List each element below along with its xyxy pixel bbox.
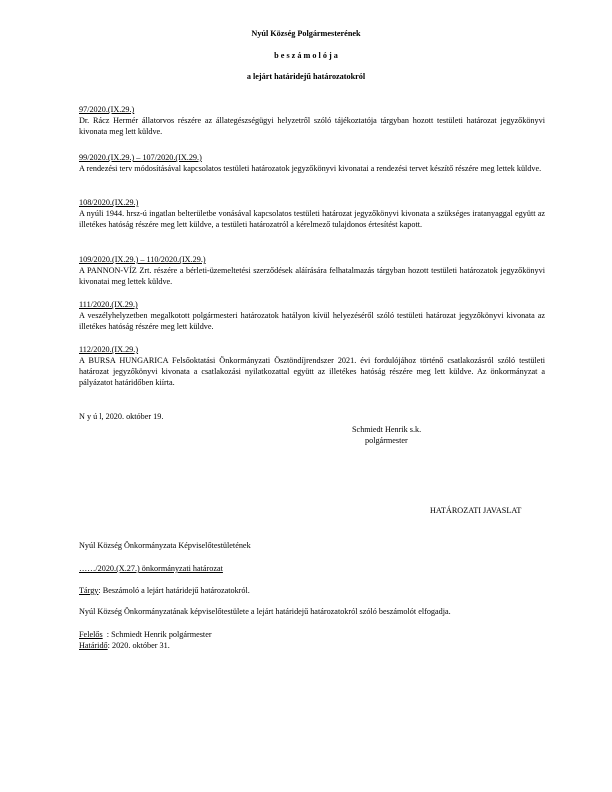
place-date: N y ú l, 2020. október 19.: [79, 412, 164, 421]
proposal-deadline: [79, 640, 170, 651]
report-author-title: Nyúl Község Polgármesterének: [251, 29, 361, 38]
subject-text: : Beszámoló a lejárt határidejű határozatokról.: [98, 586, 250, 595]
report-title: b e s z á m o l ó j a: [274, 51, 338, 60]
section-heading: 99/2020.(IX.29.) – 107/2020.(IX.29.): [79, 153, 202, 162]
deadline-text: : 2020. október 31.: [107, 641, 170, 650]
subject-label: Tárgy: [79, 586, 99, 595]
section-text: A nyúli 1944. hrsz-ú ingatlan belterületbe vonásával kapcsolatos testületi határozat jegyzőkönyvi kivonata a szükséges iratanyaggal együtt az illetékes hatóság részére meg lett küldve, a testületi határozatról a kérelmező tulajdonos értesítést kapott.: [79, 209, 545, 229]
section-text: A veszélyhelyzetben megalkotott polgármesteri határozatok hatályon kívül helyezéséről szóló testületi határozat jegyzőkönyvi kivonata az illetékes hatóság részére meg lett küldve.: [79, 311, 545, 331]
section-97: [79, 104, 545, 137]
section-99-107: [79, 152, 545, 174]
section-109-110: [79, 254, 545, 287]
deadline-label: Határidő: [79, 641, 108, 650]
proposal-responsible: [79, 629, 212, 640]
section-111: [79, 299, 545, 332]
section-heading: 97/2020.(IX.29.): [79, 105, 135, 114]
proposal-subject: [79, 585, 250, 596]
report-subject: a lejárt határidejű határozatokról: [246, 72, 366, 81]
section-heading: 108/2020.(IX.29.): [79, 198, 139, 207]
section-text: A PANNON-VÍZ Zrt. részére a bérleti-üzemeltetési szerződések aláírására felhatalmazás tárgyban hozott testületi határozatok jegyzőkönyvi kivonatai meg lettek küldve.: [79, 266, 545, 286]
section-heading: 112/2020.(IX.29.): [79, 345, 139, 354]
section-text: A BURSA HUNGARICA Felsőoktatási Önkormányzati Ösztöndíjrendszer 2021. évi fordulójához történő csatlakozásról szóló testületi határozat jegyzőkönyvi kivonata a csatlakozási nyilatkozattal együtt az illetékes hatóság részére meg lett küldve. Az önkormányzat a pályázatot határidőben kiírta.: [79, 356, 545, 387]
section-heading: 111/2020.(IX.29.): [79, 300, 138, 309]
signature-name: Schmiedt Henrik s.k.: [352, 425, 422, 434]
section-112: [79, 344, 545, 388]
proposal-body-name: Nyúl Község Önkormányzata Képviselőtestületének: [79, 541, 251, 550]
section-108: [79, 197, 545, 230]
responsible-text: : Schmiedt Henrik polgármester: [102, 630, 212, 639]
section-text: A rendezési terv módosításával kapcsolatos testületi határozatok jegyzőkönyvi kivonatai a rendezési tervet készítő részére meg lettek küldve.: [79, 164, 542, 173]
proposal-title: HATÁROZATI JAVASLAT: [430, 506, 522, 515]
resolution-number: ……/2020.(X.27.) önkormányzati határozat: [79, 564, 223, 573]
section-heading: 109/2020.(IX.29.) – 110/2020.(IX.29.): [79, 255, 206, 264]
proposal-decision: Nyúl Község Önkormányzatának képviselőtestülete a lejárt határidejű határozatokról szóló beszámolót elfogadja.: [79, 607, 451, 616]
signature-role: polgármester: [365, 436, 408, 445]
responsible-label: Felelős: [79, 630, 103, 639]
section-text: Dr. Rácz Hermér állatorvos részére az állategészségügyi helyzetről szóló tájékoztatója tárgyban hozott testületi határozat jegyzőkönyvi kivonata meg lett küldve.: [79, 116, 545, 136]
